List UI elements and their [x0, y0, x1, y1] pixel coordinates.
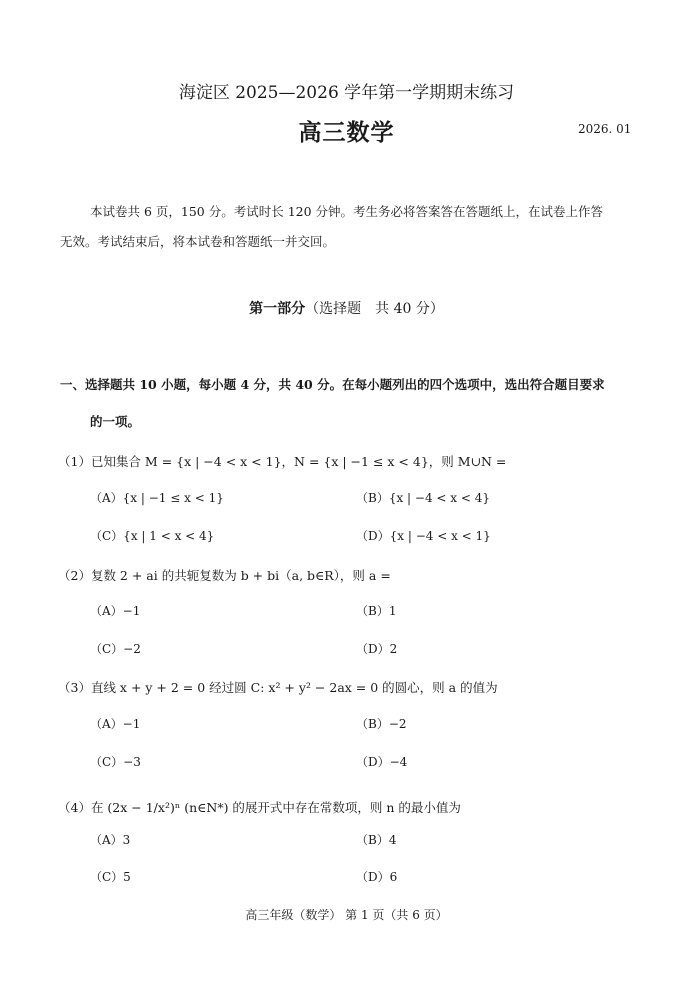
question-3-option-c: （C）−3: [90, 755, 141, 769]
question-2-option-a: （A）−1: [90, 604, 141, 618]
question-2-option-d: （D）2: [356, 642, 398, 656]
question-4-option-b: （B）4: [356, 833, 397, 847]
part-title: 第一部分: [249, 301, 306, 317]
question-3-stem: （3）直线 x + y + 2 = 0 经过圆 C: x² + y² − 2ax = 0 的圆心，则 a 的值为: [58, 680, 498, 695]
question-3-option-b: （B）−2: [356, 717, 407, 731]
question-4-option-a: （A）3: [90, 833, 131, 847]
page-footer: 高三年级（数学） 第 1 页（共 6 页）: [245, 908, 448, 922]
question-1-option-d: （D）{x | −4 < x < 1}: [356, 529, 491, 543]
question-1-option-b: （B）{x | −4 < x < 4}: [356, 491, 490, 505]
question-2-option-c: （C）−2: [90, 642, 141, 656]
subject-title: 高三数学: [298, 119, 395, 146]
section-instructions-2: 的一项。: [90, 414, 141, 429]
question-1-option-a: （A）{x | −1 ≤ x < 1}: [90, 491, 224, 505]
question-2-option-b: （B）1: [356, 604, 397, 618]
question-4-option-d: （D）6: [356, 870, 398, 884]
question-1-option-c: （C）{x | 1 < x < 4}: [90, 529, 215, 543]
instructions-line-1: 本试卷共 6 页，150 分。考试时长 120 分钟。考生务必将答案答在答题纸上，在试卷上作答: [90, 204, 604, 219]
question-4-stem: （4）在 (2x − 1/x²)ⁿ (n∈N*) 的展开式中存在常数项，则 n 的最小值为: [58, 800, 461, 815]
section-instructions-1: 一、选择题共 10 小题，每小题 4 分，共 40 分。在每小题列出的四个选项中，选出符合题目要求: [60, 377, 605, 392]
question-4-option-c: （C）5: [90, 870, 131, 884]
part-note: （选择题 共 40 分）: [305, 301, 444, 317]
instructions-line-2: 无效。考试结束后，将本试卷和答题纸一并交回。: [60, 234, 336, 249]
part-heading: [0, 298, 693, 318]
question-2-stem: （2）复数 2 + ai 的共轭复数为 b + bi（a, b∈R），则 a =: [58, 568, 391, 583]
exam-date: 2026. 01: [578, 122, 632, 136]
exam-title: 海淀区 2025—2026 学年第一学期期末练习: [178, 83, 515, 103]
question-3-option-a: （A）−1: [90, 717, 141, 731]
question-1-stem: （1）已知集合 M = {x | −4 < x < 1}，N = {x | −1 ≤ x < 4}，则 M∪N =: [58, 454, 507, 469]
question-3-option-d: （D）−4: [356, 755, 408, 769]
